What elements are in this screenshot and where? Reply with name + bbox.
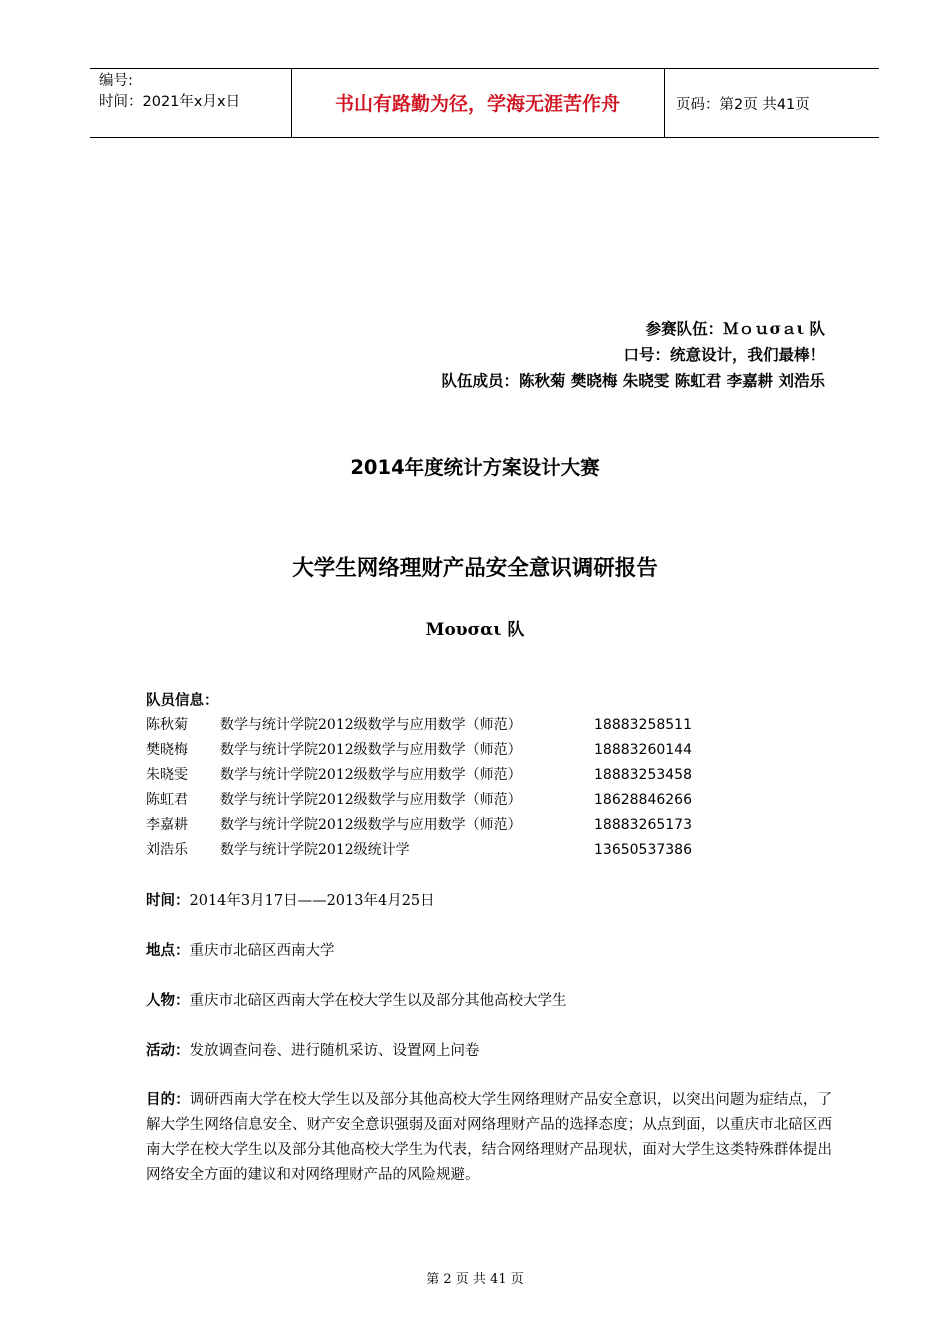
member-name: 陈秋菊 bbox=[146, 717, 188, 733]
detail-people bbox=[146, 989, 567, 1010]
member-dept: 数学与统计学院2012级数学与应用数学（师范） bbox=[220, 742, 522, 758]
detail-purpose-label: 目的： bbox=[146, 1091, 190, 1108]
header-time: 时间：2021年x月x日 bbox=[99, 94, 241, 110]
member-dept: 数学与统计学院2012级数学与应用数学（师范） bbox=[220, 717, 522, 733]
detail-people-label: 人物： bbox=[146, 992, 190, 1009]
detail-place-value: 重庆市北碚区西南大学 bbox=[189, 943, 335, 959]
detail-time-value: 2014年3月17日——2013年4月25日 bbox=[189, 893, 435, 909]
detail-place-label: 地点： bbox=[146, 942, 190, 959]
report-title: 大学生网络理财产品安全意识调研报告 bbox=[292, 556, 658, 581]
detail-people-value: 重庆市北碚区西南大学在校大学生以及部分其他高校大学生 bbox=[189, 993, 567, 1009]
team-slogan: 口号：统意设计，我们最棒！ bbox=[623, 345, 825, 364]
contest-title: 2014年度统计方案设计大赛 bbox=[350, 456, 600, 479]
member-info-heading: 队员信息： bbox=[146, 693, 219, 709]
member-phone: 18883260144 bbox=[594, 742, 692, 758]
team-name: Μουσαι 队 bbox=[425, 620, 525, 640]
member-phone: 13650537386 bbox=[594, 842, 692, 858]
member-name: 陈虹君 bbox=[146, 792, 188, 808]
member-dept: 数学与统计学院2012级统计学 bbox=[220, 842, 410, 858]
member-phone: 18883258511 bbox=[594, 717, 692, 733]
header-meta bbox=[99, 71, 240, 113]
detail-activity bbox=[146, 1039, 480, 1060]
detail-place bbox=[146, 939, 335, 960]
member-dept: 数学与统计学院2012级数学与应用数学（师范） bbox=[220, 817, 522, 833]
detail-purpose-value: 调研西南大学在校大学生以及部分其他高校大学生网络理财产品安全意识，以突出问题为症结点，了解大学生网络信息安全、财产安全意识强弱及面对网络理财产品的选择态度；从点到面，以重庆市北碚区西南大学在校大学生以及部分其他高校大学生为代表，结合网络理财产品现状，面对大学生这类特殊群体提出网络安全方面的建议和对网络理财产品的风险规避。 bbox=[146, 1092, 832, 1183]
member-phone: 18883265173 bbox=[594, 817, 692, 833]
header-divider-right bbox=[664, 69, 665, 137]
header-motto: 书山有路勤为径，学海无涯苦作舟 bbox=[334, 93, 620, 115]
member-name: 朱晓雯 bbox=[146, 767, 188, 783]
detail-time-label: 时间： bbox=[146, 892, 190, 909]
member-name: 樊晓梅 bbox=[146, 742, 188, 758]
member-dept: 数学与统计学院2012级数学与应用数学（师范） bbox=[220, 792, 522, 808]
team-members-line: 队伍成员：陈秋菊 樊晓梅 朱晓雯 陈虹君 李嘉耕 刘浩乐 bbox=[441, 371, 825, 390]
page-footer: 第 2 页 共 41 页 bbox=[426, 1272, 524, 1287]
header-number: 编号: bbox=[99, 73, 133, 89]
page-header bbox=[90, 68, 879, 138]
detail-activity-value: 发放调查问卷、进行随机采访、设置网上问卷 bbox=[189, 1043, 480, 1059]
detail-purpose bbox=[146, 1087, 832, 1188]
detail-activity-label: 活动： bbox=[146, 1042, 190, 1059]
member-dept: 数学与统计学院2012级数学与应用数学（师范） bbox=[220, 767, 522, 783]
detail-time bbox=[146, 889, 435, 910]
team-name-line: 参赛队伍：Ｍｏｕσａι 队 bbox=[645, 319, 825, 338]
member-name: 李嘉耕 bbox=[146, 817, 188, 833]
member-name: 刘浩乐 bbox=[146, 842, 188, 858]
member-phone: 18883253458 bbox=[594, 767, 692, 783]
team-block bbox=[442, 316, 825, 394]
member-phone: 18628846266 bbox=[594, 792, 692, 808]
header-page-info: 页码：第2页 共41页 bbox=[676, 97, 810, 113]
